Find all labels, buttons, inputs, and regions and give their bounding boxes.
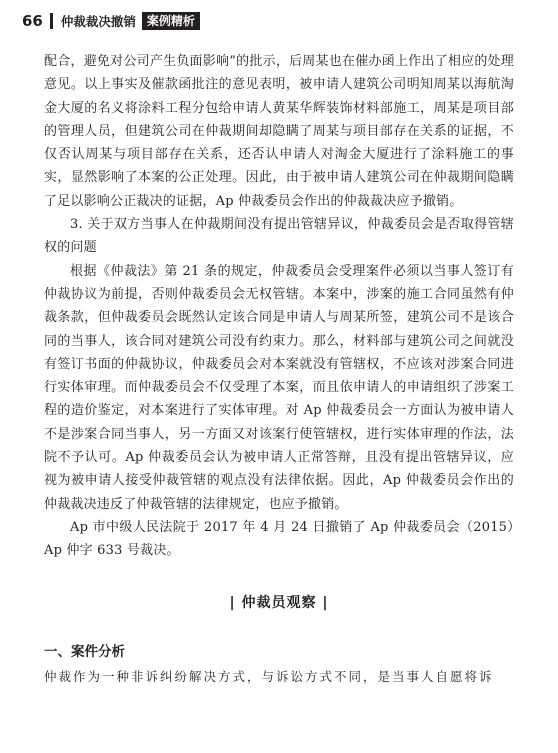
subheading-case-analysis: 一、案件分析 (44, 643, 125, 660)
book-title: 仲裁裁决撤销 (60, 14, 136, 29)
paragraph-issue-heading: 3. 关于双方当事人在仲裁期间没有提出管辖异议，仲裁委员会是否取得管辖权的问题 (44, 217, 514, 256)
page-number: 66 (22, 12, 43, 30)
section-heading: | 仲裁员观察 | (229, 594, 329, 611)
paragraph-continuation: 配合，避免对公司产生负面影响”的批示，后周某也在催办函上作出了相应的处理意见。以上事实及催款函批注的意见表明，被申请人建筑公司明知周某以海航淘金大厦的名义将涂料工程分包给申请人黄某华辉装饰材料部施工，周某是项目部的管理人员，但建筑公司在仲裁期间却隐瞒了周某与项目部存在关系的证据，不仅否认周某与项目部存在关系，还否认申请人对淘金大厦进行了涂料施工的事实，显然影响了本案的公正处理。因此，由于被申请人建筑公司在仲裁期间隐瞒了足以影响公正裁决的证据，Ap 仲裁委员会作出的仲裁裁决应予撤销。 (44, 54, 514, 209)
paragraph-court-ruling: Ap 市中级人民法院于 2017 年 4 月 24 日撤销了 Ap 仲裁委员会（2015）Ap 仲字 633 号裁决。 (44, 519, 514, 559)
paragraph-arbitration-intro: 仲裁作为一种非诉纠纷解决方式，与诉讼方式不同，是当事人自愿将诉 (44, 668, 494, 684)
section-tag: 案例精析 (142, 12, 200, 30)
header-divider (50, 13, 53, 29)
page-header (22, 10, 200, 32)
paragraph-jurisdiction-analysis: 根据《仲裁法》第 21 条的规定，仲裁委员会受理案件必须以当事人签订有仲裁协议为前提，否则仲裁委员会无权管辖。本案中，涉案的施工合同虽然有仲裁条款，但仲裁委员会既然认定该合同是申请人与周某所签，建筑公司不是该合同的当事人，该合同对建筑公司没有约束力。那么，材料部与建筑公司之间就没有签订书面的仲裁协议，仲裁委员会对本案就没有管辖权，不应该对涉案合同进行实体审理。而仲裁委员会不仅受理了本案，而且依申请人的申请组织了涉案工程的造价鉴定，对本案进行了实体审理。对 Ap 仲裁委员会一方面认为被申请人不是涉案合同当事人，另一方面又对该案行使管辖权，进行实体审理的作法，法院不予认可。Ap 仲裁委员会认为被申请人正常答辩，且没有提出管辖异议，应视为被申请人接受仲裁管辖的观点没有法律依据。因此，Ap 仲裁委员会作出的仲裁裁决违反了仲裁管辖的法律规定，也应予撤销。 (44, 263, 514, 512)
main-content (44, 50, 514, 688)
